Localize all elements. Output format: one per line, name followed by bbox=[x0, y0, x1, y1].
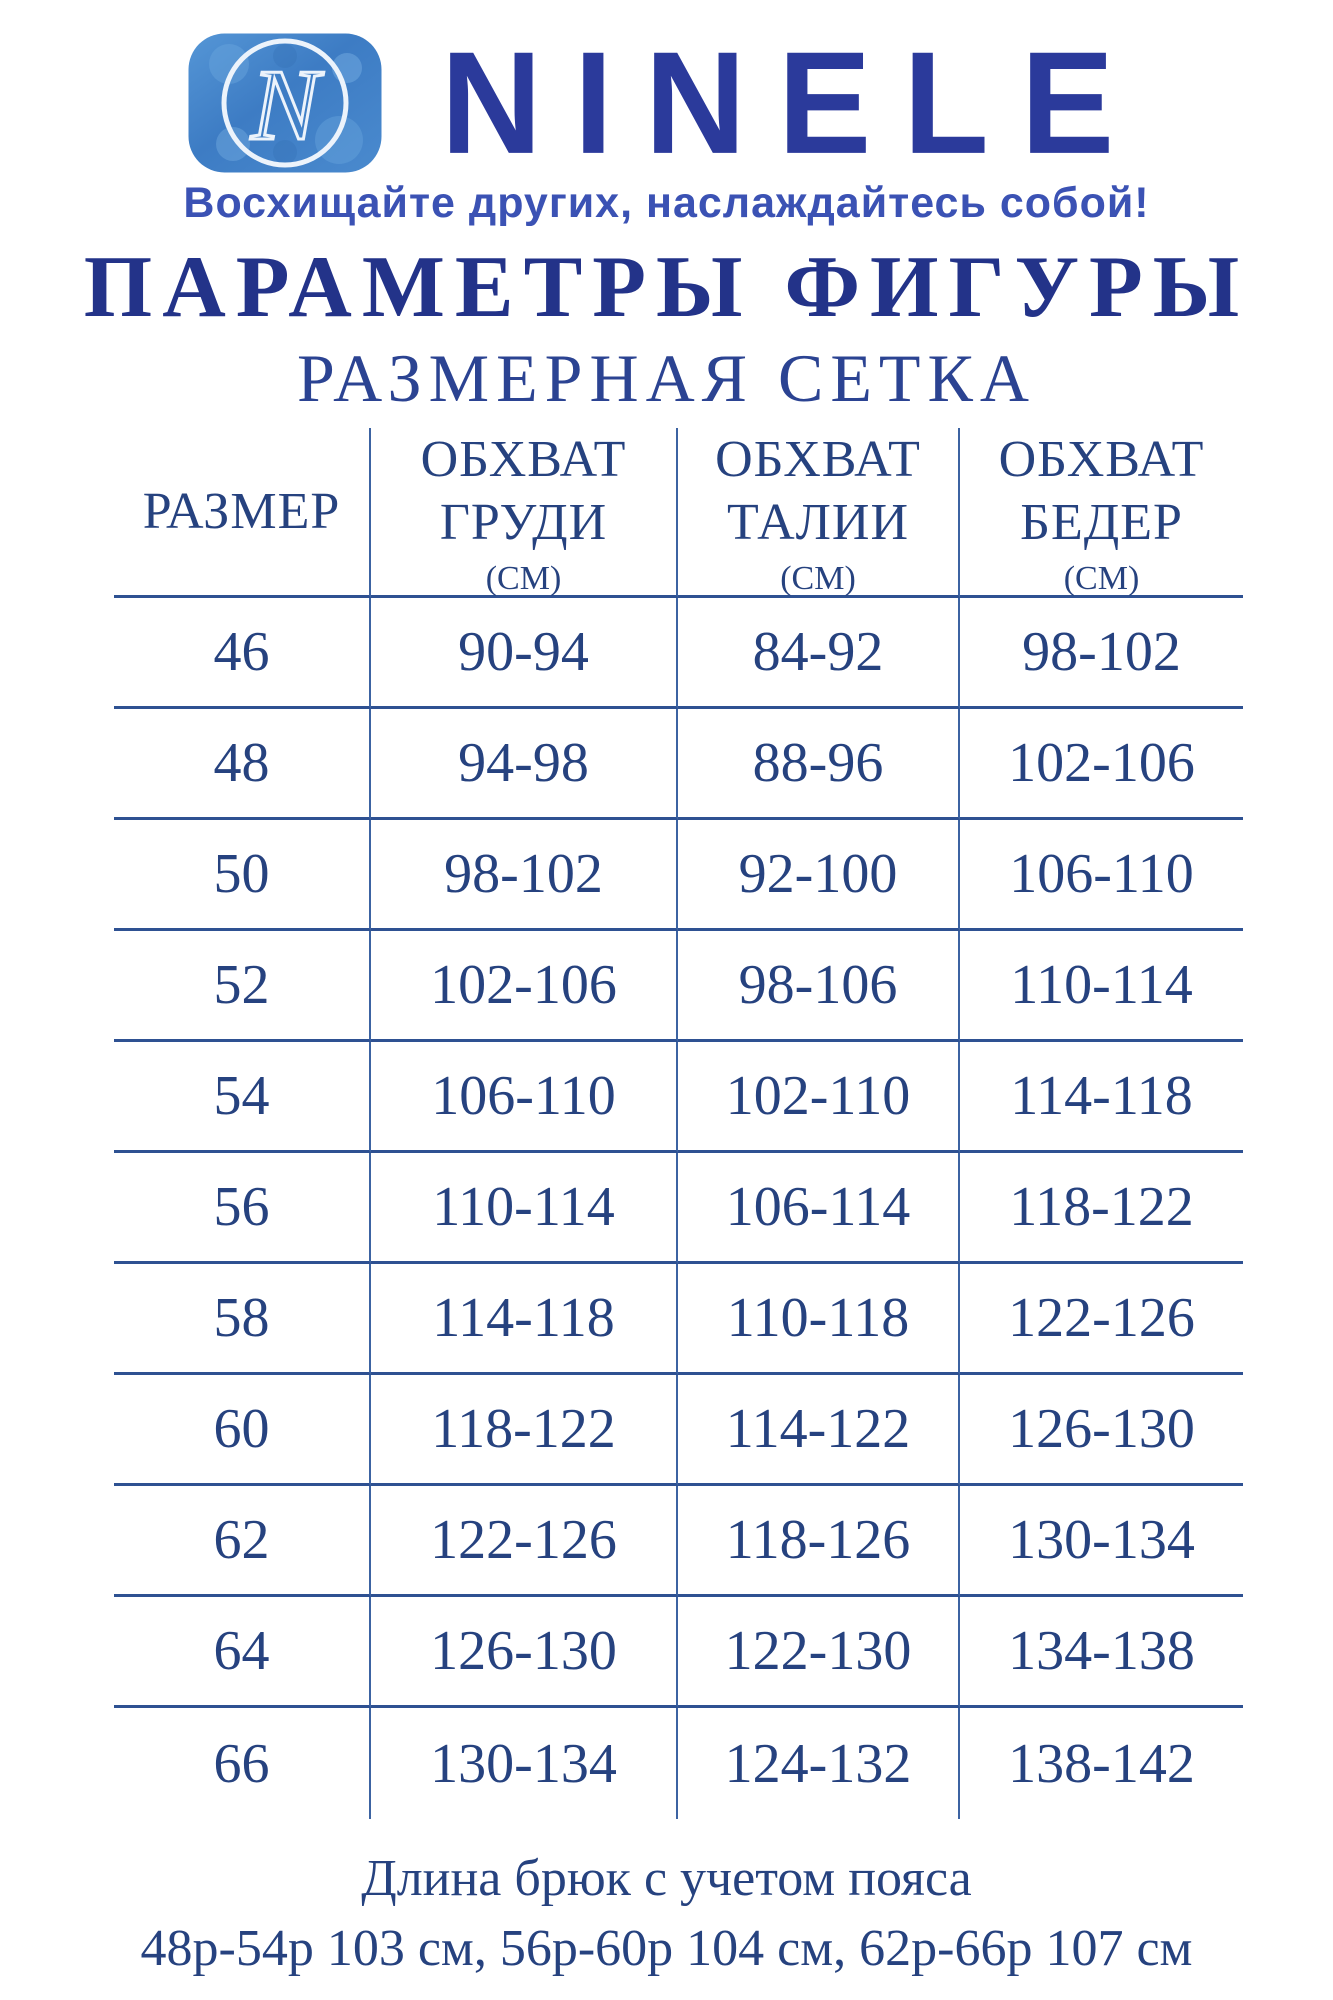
column-header-label: БЕДЕР bbox=[1020, 493, 1183, 551]
waist-cell: 106-114 bbox=[678, 1153, 960, 1264]
size-cell: 64 bbox=[114, 1597, 371, 1708]
waist-cell: 88-96 bbox=[678, 709, 960, 820]
column-header-hips bbox=[960, 428, 1243, 598]
column-header-waist bbox=[678, 428, 960, 598]
column-header-label: РАЗМЕР bbox=[142, 483, 341, 541]
size-cell: 66 bbox=[114, 1708, 371, 1819]
waist-cell: 122-130 bbox=[678, 1597, 960, 1708]
column-header-label: ОБХВАТ bbox=[420, 430, 627, 488]
hips-cell: 134-138 bbox=[960, 1597, 1243, 1708]
column-header-unit: (СМ) bbox=[780, 560, 856, 598]
waist-cell: 84-92 bbox=[678, 598, 960, 709]
chest-cell: 118-122 bbox=[371, 1375, 678, 1486]
hips-cell: 126-130 bbox=[960, 1375, 1243, 1486]
column-header-size bbox=[114, 428, 371, 598]
trouser-length-values: 48р-54р 103 см, 56р-60р 104 см, 62р-66р 107 см bbox=[140, 1920, 1193, 1978]
size-cell: 60 bbox=[114, 1375, 371, 1486]
brand-header bbox=[0, 0, 1333, 184]
chest-cell: 90-94 bbox=[371, 598, 678, 709]
chest-cell: 102-106 bbox=[371, 931, 678, 1042]
n-monogram-icon bbox=[187, 32, 383, 174]
chest-cell: 114-118 bbox=[371, 1264, 678, 1375]
hips-cell: 138-142 bbox=[1008, 1732, 1195, 1795]
size-cell: 50 bbox=[114, 820, 371, 931]
column-header-unit: (СМ) bbox=[485, 560, 562, 598]
chest-cell: 94-98 bbox=[371, 709, 678, 820]
waist-cell: 92-100 bbox=[678, 820, 960, 931]
hips-cell: 102-106 bbox=[960, 709, 1243, 820]
hips-cell: 98-102 bbox=[960, 598, 1243, 709]
hips-cell: 106-110 bbox=[960, 820, 1243, 931]
brand-wordmark: NINELE bbox=[440, 20, 1147, 184]
hips-cell: 118-122 bbox=[960, 1153, 1243, 1264]
size-cell: 58 bbox=[114, 1264, 371, 1375]
page-title: ПАРАМЕТРЫ ФИГУРЫ bbox=[83, 239, 1250, 337]
hips-cell: 114-118 bbox=[960, 1042, 1243, 1153]
waist-cell: 98-106 bbox=[678, 931, 960, 1042]
column-header-label: ОБХВАТ bbox=[715, 430, 921, 488]
column-header-chest bbox=[371, 428, 678, 598]
page-subtitle: РАЗМЕРНАЯ СЕТКА bbox=[297, 340, 1036, 417]
brand-tagline: Восхищайте других, наслаждайтесь собой! bbox=[183, 179, 1150, 227]
size-cell: 54 bbox=[114, 1042, 371, 1153]
waist-cell: 110-118 bbox=[678, 1264, 960, 1375]
hips-cell: 130-134 bbox=[960, 1486, 1243, 1597]
size-cell: 48 bbox=[114, 709, 371, 820]
size-cell: 52 bbox=[114, 931, 371, 1042]
chest-cell: 126-130 bbox=[371, 1597, 678, 1708]
chest-cell: 130-134 bbox=[371, 1708, 678, 1819]
chest-cell: 110-114 bbox=[371, 1153, 678, 1264]
size-cell: 62 bbox=[114, 1486, 371, 1597]
hips-cell: 122-126 bbox=[960, 1264, 1243, 1375]
column-header-label: ОБХВАТ bbox=[998, 430, 1205, 488]
waist-cell: 124-132 bbox=[678, 1708, 960, 1819]
waist-cell: 114-122 bbox=[678, 1375, 960, 1486]
chest-cell: 106-110 bbox=[371, 1042, 678, 1153]
hips-cell: 110-114 bbox=[960, 931, 1243, 1042]
size-table bbox=[114, 428, 1243, 1819]
trouser-length-note: Длина брюк с учетом пояса bbox=[361, 1850, 972, 1908]
svg-text:N: N bbox=[250, 48, 319, 162]
column-header-unit: (СМ) bbox=[1063, 560, 1140, 598]
chest-cell: 98-102 bbox=[371, 820, 678, 931]
column-header-label: ТАЛИИ bbox=[726, 493, 910, 551]
waist-cell: 102-110 bbox=[678, 1042, 960, 1153]
chest-cell: 122-126 bbox=[371, 1486, 678, 1597]
column-header-label: ГРУДИ bbox=[439, 493, 608, 551]
size-cell: 46 bbox=[114, 598, 371, 709]
ninele-logo-icon bbox=[187, 32, 383, 174]
waist-cell: 118-126 bbox=[678, 1486, 960, 1597]
size-cell: 56 bbox=[114, 1153, 371, 1264]
